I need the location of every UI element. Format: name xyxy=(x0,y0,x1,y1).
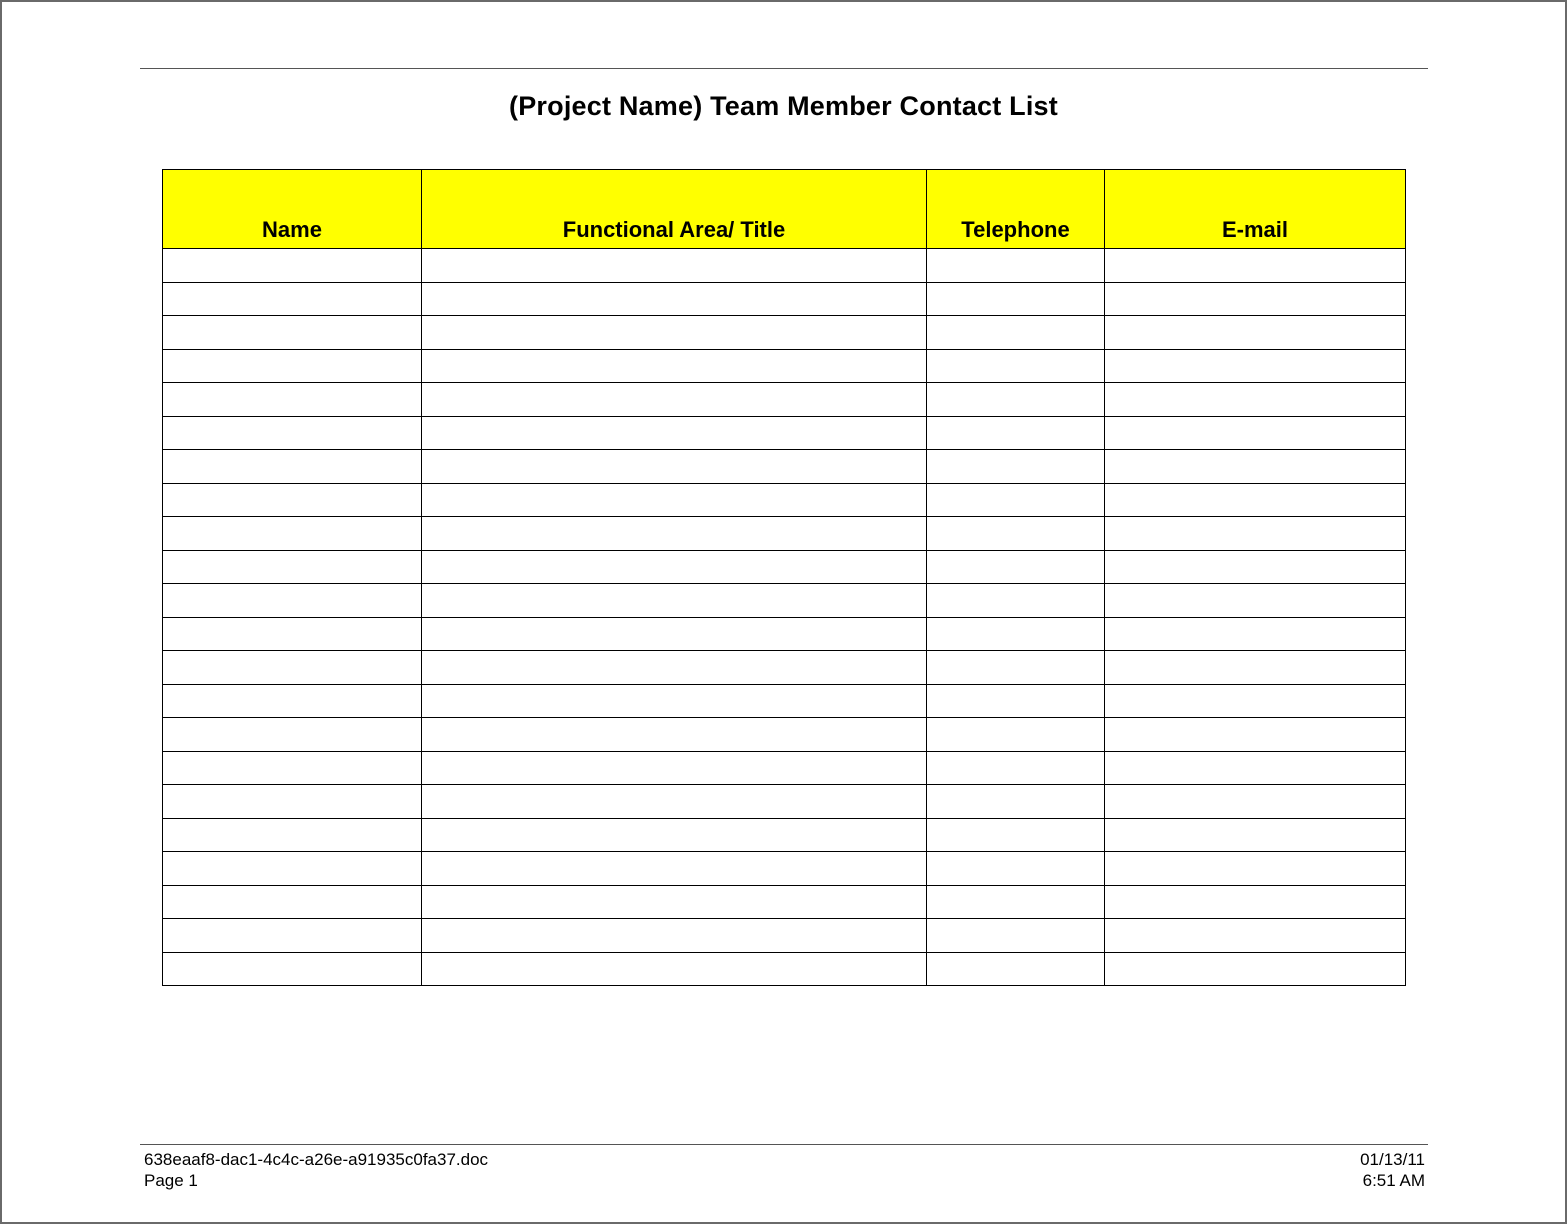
email-cell xyxy=(1105,952,1406,986)
table-row xyxy=(163,885,1406,919)
table-row xyxy=(163,919,1406,953)
email-cell xyxy=(1105,383,1406,417)
telephone-cell xyxy=(927,316,1105,350)
email-cell xyxy=(1105,684,1406,718)
name-cell xyxy=(163,282,422,316)
functional-area-cell xyxy=(422,852,927,886)
table-row xyxy=(163,249,1406,283)
name-cell xyxy=(163,316,422,350)
table-row xyxy=(163,852,1406,886)
name-cell xyxy=(163,550,422,584)
functional-area-cell xyxy=(422,885,927,919)
functional-area-cell xyxy=(422,416,927,450)
page-title: (Project Name) Team Member Contact List xyxy=(509,91,1058,121)
email-cell xyxy=(1105,349,1406,383)
functional-area-cell xyxy=(422,617,927,651)
table-row xyxy=(163,785,1406,819)
email-cell xyxy=(1105,852,1406,886)
table-row xyxy=(163,952,1406,986)
telephone-cell xyxy=(927,584,1105,618)
table-row xyxy=(163,651,1406,685)
name-cell xyxy=(163,885,422,919)
name-cell xyxy=(163,785,422,819)
functional-area-cell xyxy=(422,517,927,551)
footer-left xyxy=(144,1149,488,1191)
header-name: Name xyxy=(163,170,422,249)
contact-table xyxy=(162,169,1406,986)
name-cell xyxy=(163,349,422,383)
name-cell xyxy=(163,383,422,417)
functional-area-cell xyxy=(422,450,927,484)
functional-area-cell xyxy=(422,483,927,517)
functional-area-cell xyxy=(422,651,927,685)
telephone-cell xyxy=(927,550,1105,584)
name-cell xyxy=(163,818,422,852)
email-cell xyxy=(1105,818,1406,852)
email-cell xyxy=(1105,718,1406,752)
footer-right xyxy=(1360,1149,1425,1191)
email-cell xyxy=(1105,919,1406,953)
table-row xyxy=(163,349,1406,383)
table-row xyxy=(163,550,1406,584)
name-cell xyxy=(163,483,422,517)
footer-filename: 638eaaf8-dac1-4c4c-a26e-a91935c0fa37.doc xyxy=(144,1150,489,1169)
email-cell xyxy=(1105,751,1406,785)
email-cell xyxy=(1105,316,1406,350)
functional-area-cell xyxy=(422,349,927,383)
telephone-cell xyxy=(927,952,1105,986)
footer-divider xyxy=(140,1144,1428,1145)
table-header-row xyxy=(163,170,1406,249)
name-cell xyxy=(163,919,422,953)
table-row xyxy=(163,282,1406,316)
functional-area-cell xyxy=(422,282,927,316)
functional-area-cell xyxy=(422,718,927,752)
name-cell xyxy=(163,517,422,551)
footer-time: 6:51 AM xyxy=(1362,1171,1425,1190)
name-cell xyxy=(163,450,422,484)
table-row xyxy=(163,416,1406,450)
table-row xyxy=(163,617,1406,651)
telephone-cell xyxy=(927,785,1105,819)
telephone-cell xyxy=(927,349,1105,383)
table-row xyxy=(163,718,1406,752)
email-cell xyxy=(1105,416,1406,450)
telephone-cell xyxy=(927,450,1105,484)
name-cell xyxy=(163,751,422,785)
table-row xyxy=(163,818,1406,852)
telephone-cell xyxy=(927,249,1105,283)
telephone-cell xyxy=(927,885,1105,919)
email-cell xyxy=(1105,249,1406,283)
telephone-cell xyxy=(927,517,1105,551)
name-cell xyxy=(163,952,422,986)
table-row xyxy=(163,684,1406,718)
name-cell xyxy=(163,852,422,886)
telephone-cell xyxy=(927,852,1105,886)
table-row xyxy=(163,751,1406,785)
telephone-cell xyxy=(927,718,1105,752)
telephone-cell xyxy=(927,751,1105,785)
header-email: E-mail xyxy=(1105,170,1406,249)
email-cell xyxy=(1105,282,1406,316)
telephone-cell xyxy=(927,483,1105,517)
table-row xyxy=(163,517,1406,551)
email-cell xyxy=(1105,617,1406,651)
table-row xyxy=(163,316,1406,350)
footer-page-number: Page 1 xyxy=(144,1171,198,1190)
email-cell xyxy=(1105,517,1406,551)
footer-date: 01/13/11 xyxy=(1360,1150,1425,1169)
functional-area-cell xyxy=(422,316,927,350)
name-cell xyxy=(163,416,422,450)
telephone-cell xyxy=(927,651,1105,685)
email-cell xyxy=(1105,651,1406,685)
functional-area-cell xyxy=(422,383,927,417)
functional-area-cell xyxy=(422,584,927,618)
email-cell xyxy=(1105,785,1406,819)
name-cell xyxy=(163,651,422,685)
table-row xyxy=(163,450,1406,484)
email-cell xyxy=(1105,550,1406,584)
header-functional-area-title: Functional Area/ Title xyxy=(422,170,927,249)
functional-area-cell xyxy=(422,919,927,953)
functional-area-cell xyxy=(422,785,927,819)
email-cell xyxy=(1105,483,1406,517)
telephone-cell xyxy=(927,818,1105,852)
telephone-cell xyxy=(927,383,1105,417)
name-cell xyxy=(163,249,422,283)
table-row xyxy=(163,383,1406,417)
telephone-cell xyxy=(927,617,1105,651)
name-cell xyxy=(163,617,422,651)
functional-area-cell xyxy=(422,684,927,718)
name-cell xyxy=(163,718,422,752)
header-divider xyxy=(140,68,1428,69)
telephone-cell xyxy=(927,919,1105,953)
email-cell xyxy=(1105,450,1406,484)
functional-area-cell xyxy=(422,818,927,852)
table-row xyxy=(163,483,1406,517)
telephone-cell xyxy=(927,282,1105,316)
functional-area-cell xyxy=(422,550,927,584)
email-cell xyxy=(1105,885,1406,919)
email-cell xyxy=(1105,584,1406,618)
table-body xyxy=(163,249,1406,986)
name-cell xyxy=(163,584,422,618)
header-telephone: Telephone xyxy=(927,170,1105,249)
table-row xyxy=(163,584,1406,618)
telephone-cell xyxy=(927,684,1105,718)
functional-area-cell xyxy=(422,751,927,785)
functional-area-cell xyxy=(422,249,927,283)
telephone-cell xyxy=(927,416,1105,450)
functional-area-cell xyxy=(422,952,927,986)
name-cell xyxy=(163,684,422,718)
